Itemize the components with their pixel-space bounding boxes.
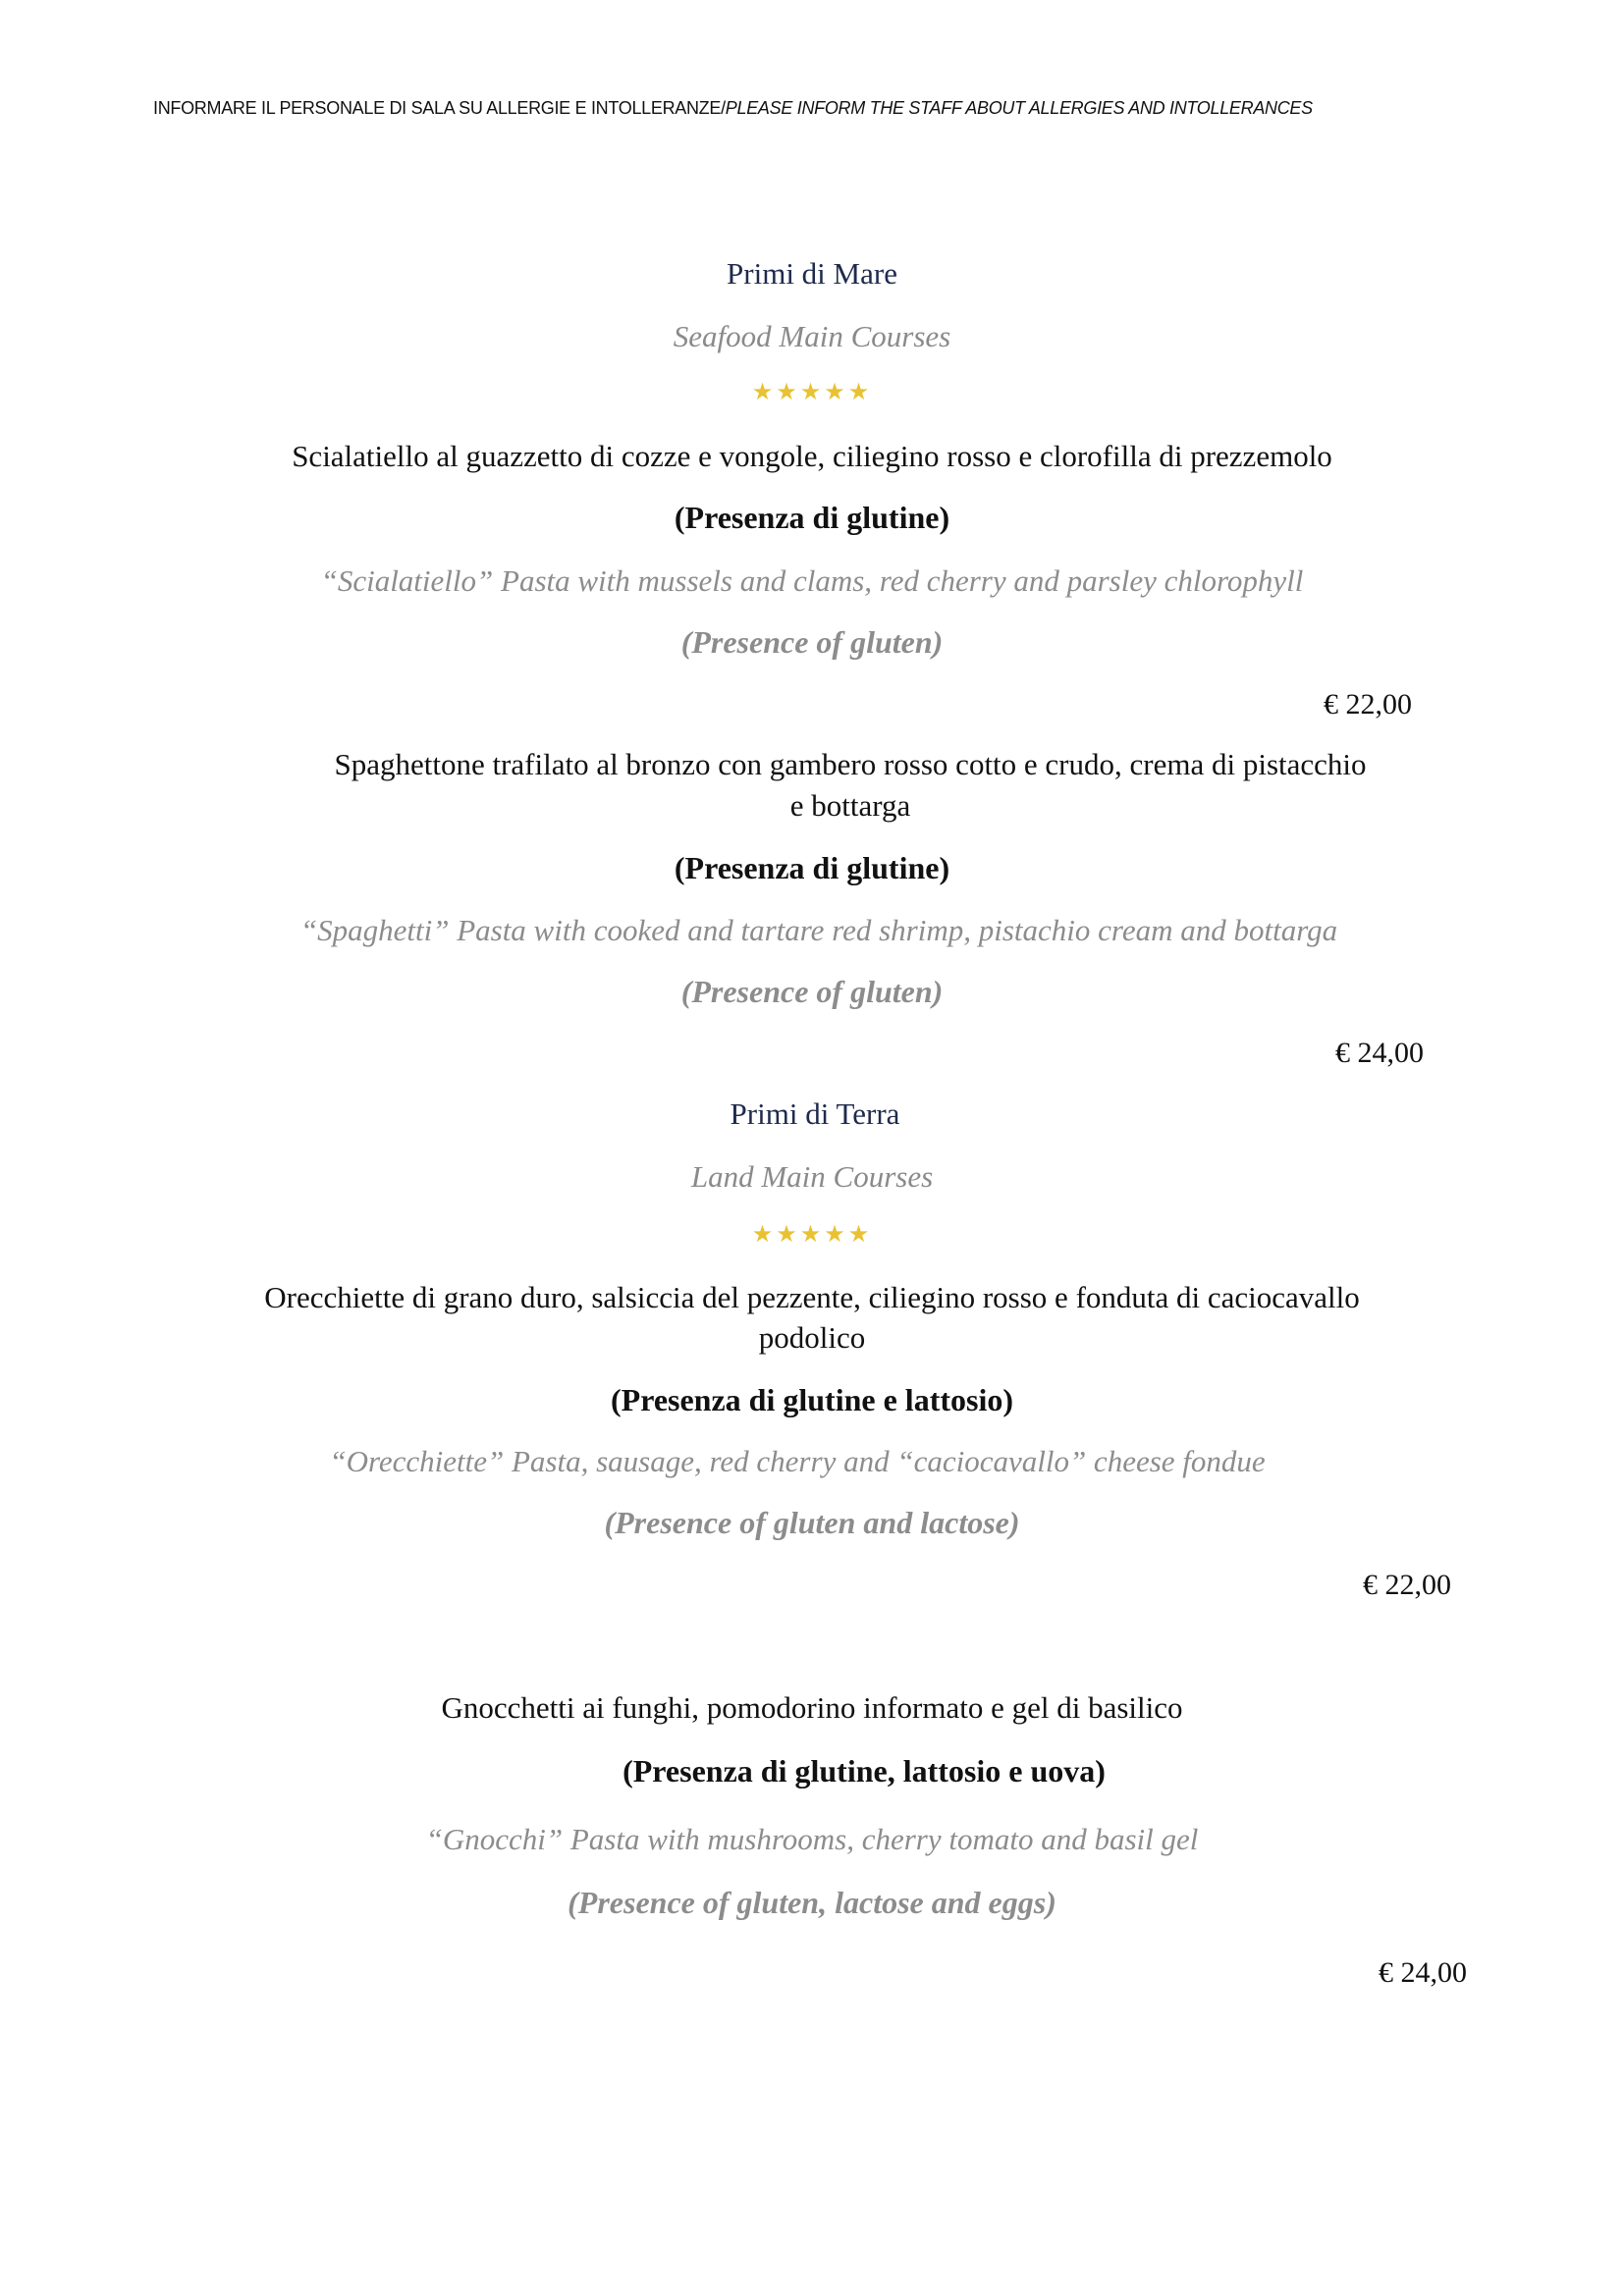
dish-name-en: “Spaghetti” Pasta with cooked and tartare red shrimp, pistachio cream and bottarga (299, 913, 1338, 947)
dish-name: Gnocchetti ai funghi, pomodorino informato e gel di basilico (441, 1690, 1183, 1725)
dish-allergens-en: (Presence of gluten) (680, 624, 944, 660)
dish-allergens: (Presenza di glutine) (674, 850, 950, 885)
dish-name-line2: podolico (758, 1320, 866, 1355)
section-subtitle: Seafood Main Courses (673, 319, 951, 353)
dish-name: Scialatiello al guazzetto di cozze e vongole, ciliegino rosso e clorofilla di prezzemolo (292, 439, 1332, 473)
section-title: Primi di Terra (730, 1096, 900, 1131)
dish-price: € 24,00 (1335, 1037, 1424, 1069)
stars-icon: ★★★★★ (751, 1222, 873, 1248)
dish-allergens-en: (Presence of gluten) (680, 974, 944, 1009)
section-subtitle: Land Main Courses (690, 1159, 934, 1194)
dish-name: Spaghettone trafilato al bronzo con gambero rosso cotto e crudo, crema di pistacchio (334, 747, 1367, 781)
dish-allergens: (Presenza di glutine, lattosio e uova) (623, 1753, 1106, 1789)
allergy-notice-en: PLEASE INFORM THE STAFF ABOUT ALLERGIES AND INTOLLERANCES (725, 98, 1313, 118)
dish-allergens: (Presenza di glutine e lattosio) (610, 1382, 1013, 1417)
dish-allergens-en: (Presence of gluten and lactose) (604, 1505, 1020, 1540)
dish-price: € 22,00 (1324, 688, 1412, 721)
dish-price: € 22,00 (1363, 1569, 1451, 1601)
dish-name-en: “Orecchiette” Pasta, sausage, red cherry and “caciocavallo” cheese fondue (329, 1444, 1266, 1478)
stars-icon: ★★★★★ (751, 380, 873, 405)
dish-allergens-en: (Presence of gluten, lactose and eggs) (568, 1885, 1056, 1920)
dish-name-line2: e bottarga (789, 788, 911, 823)
allergy-notice-it: INFORMARE IL PERSONALE DI SALA SU ALLERGIE E INTOLLERANZE/ (153, 98, 726, 118)
dish-price: € 24,00 (1379, 1956, 1467, 1989)
dish-name-en: “Scialatiello” Pasta with mussels and clams, red cherry and parsley chlorophyll (320, 563, 1304, 598)
dish-name: Orecchiette di grano duro, salsiccia del pezzente, ciliegino rosso e fonduta di caciocavallo (264, 1280, 1360, 1314)
dish-allergens: (Presenza di glutine) (674, 500, 950, 535)
dish-name-en: “Gnocchi” Pasta with mushrooms, cherry tomato and basil gel (425, 1822, 1199, 1856)
section-title: Primi di Mare (727, 256, 897, 291)
allergy-notice (153, 98, 1313, 119)
